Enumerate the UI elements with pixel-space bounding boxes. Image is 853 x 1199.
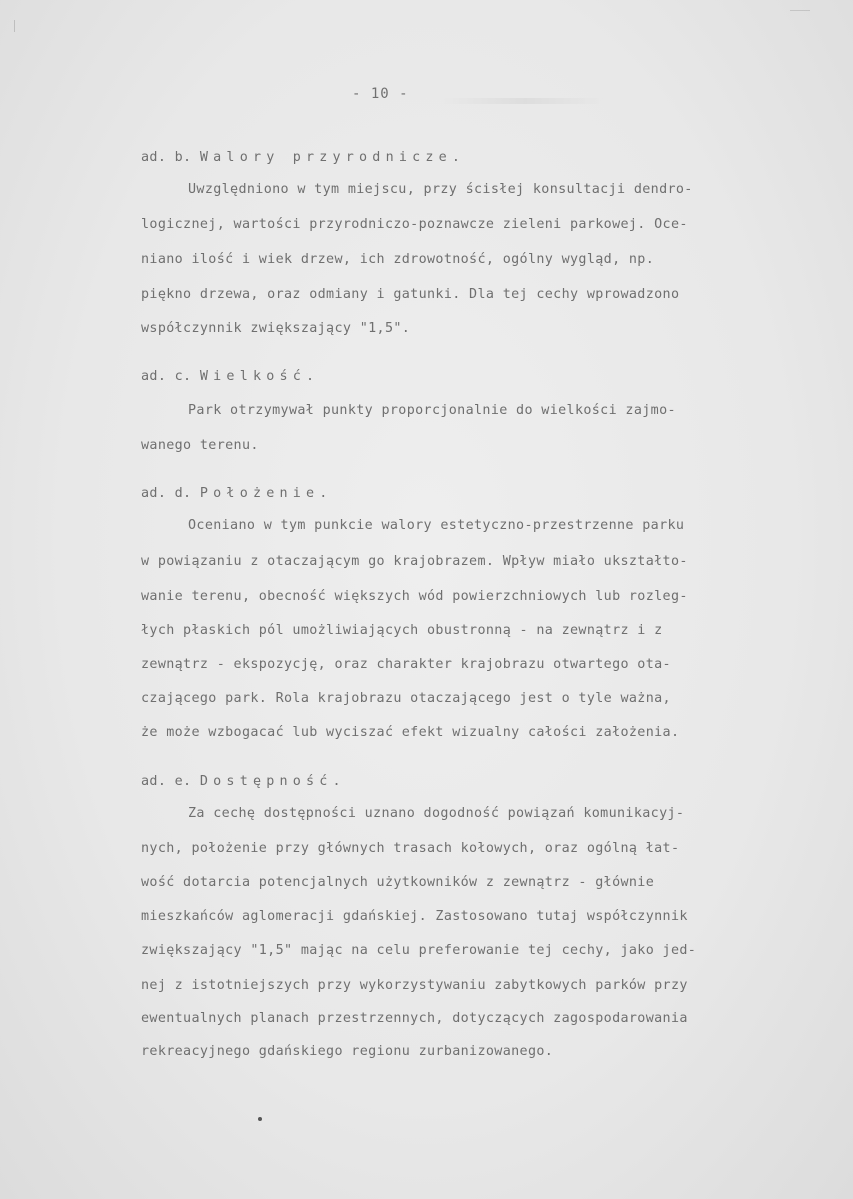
- scan-smudge: [440, 98, 610, 104]
- text-line: nych, położenie przy głównych trasach kołowych, oraz ogólną łat-: [141, 841, 680, 856]
- section-title: Położenie.: [199, 486, 333, 501]
- section-prefix: ad. e.: [141, 774, 192, 789]
- text-line: Park otrzymywał punkty proporcjonalnie do wielkości zajmo-: [188, 403, 676, 418]
- text-line: rekreacyjnego gdańskiego regionu zurbanizowanego.: [141, 1044, 554, 1059]
- section-heading-c: [141, 370, 319, 383]
- section-heading-b: [141, 151, 465, 164]
- text-line: ewentualnych planach przestrzennych, dotyczących zagospodarowania: [141, 1011, 688, 1026]
- page-number: - 10 -: [352, 86, 409, 102]
- text-line: w powiązaniu z otaczającym go krajobrazem. Wpływ miało ukształto-: [141, 554, 688, 569]
- text-line: zwiększający "1,5" mając na celu preferowanie tej cechy, jako jed-: [141, 943, 697, 958]
- section-prefix: ad. d.: [141, 486, 192, 501]
- section-heading-d: [141, 487, 333, 500]
- section-title: Dostępność.: [199, 774, 346, 789]
- text-line: mieszkańców aglomeracji gdańskiej. Zastosowano tutaj współczynnik: [141, 909, 688, 924]
- section-title: Wielkość.: [199, 369, 320, 384]
- text-line: logicznej, wartości przyrodniczo-poznawcze zieleni parkowej. Oce-: [141, 217, 688, 232]
- text-line: że może wzbogacać lub wyciszać efekt wizualny całości założenia.: [141, 725, 680, 740]
- section-heading-e: [141, 775, 346, 788]
- ink-dot: [258, 1117, 262, 1121]
- text-line: niano ilość i wiek drzew, ich zdrowotność, ogólny wygląd, np.: [141, 252, 655, 267]
- section-title: Walory przyrodnicze.: [199, 150, 466, 165]
- text-line: łych płaskich pól umożliwiających obustronną - na zewnątrz i z: [141, 623, 663, 638]
- section-prefix: ad. b.: [141, 150, 192, 165]
- text-line: wanego terenu.: [141, 438, 259, 453]
- text-line: nej z istotniejszych przy wykorzystywaniu zabytkowych parków przy: [141, 978, 688, 993]
- text-line: zewnątrz - ekspozycję, oraz charakter krajobrazu otwartego ota-: [141, 657, 671, 672]
- text-line: czającego park. Rola krajobrazu otaczającego jest o tyle ważna,: [141, 691, 671, 706]
- text-line: wość dotarcia potencjalnych użytkowników z zewnątrz - głównie: [141, 875, 655, 890]
- scan-mark: [790, 10, 810, 29]
- text-line: Za cechę dostępności uznano dogodność powiązań komunikacyj-: [188, 806, 685, 821]
- scan-mark: [14, 20, 23, 32]
- text-line: wanie terenu, obecność większych wód powierzchniowych lub rozleg-: [141, 589, 688, 604]
- text-line: piękno drzewa, oraz odmiany i gatunki. Dla tej cechy wprowadzono: [141, 287, 680, 302]
- text-line: Uwzględniono w tym miejscu, przy ścisłej konsultacji dendro-: [188, 182, 693, 197]
- text-line: Oceniano w tym punkcie walory estetyczno-przestrzenne parku: [188, 518, 685, 533]
- section-prefix: ad. c.: [141, 369, 192, 384]
- text-line: współczynnik zwiększający "1,5".: [141, 321, 411, 336]
